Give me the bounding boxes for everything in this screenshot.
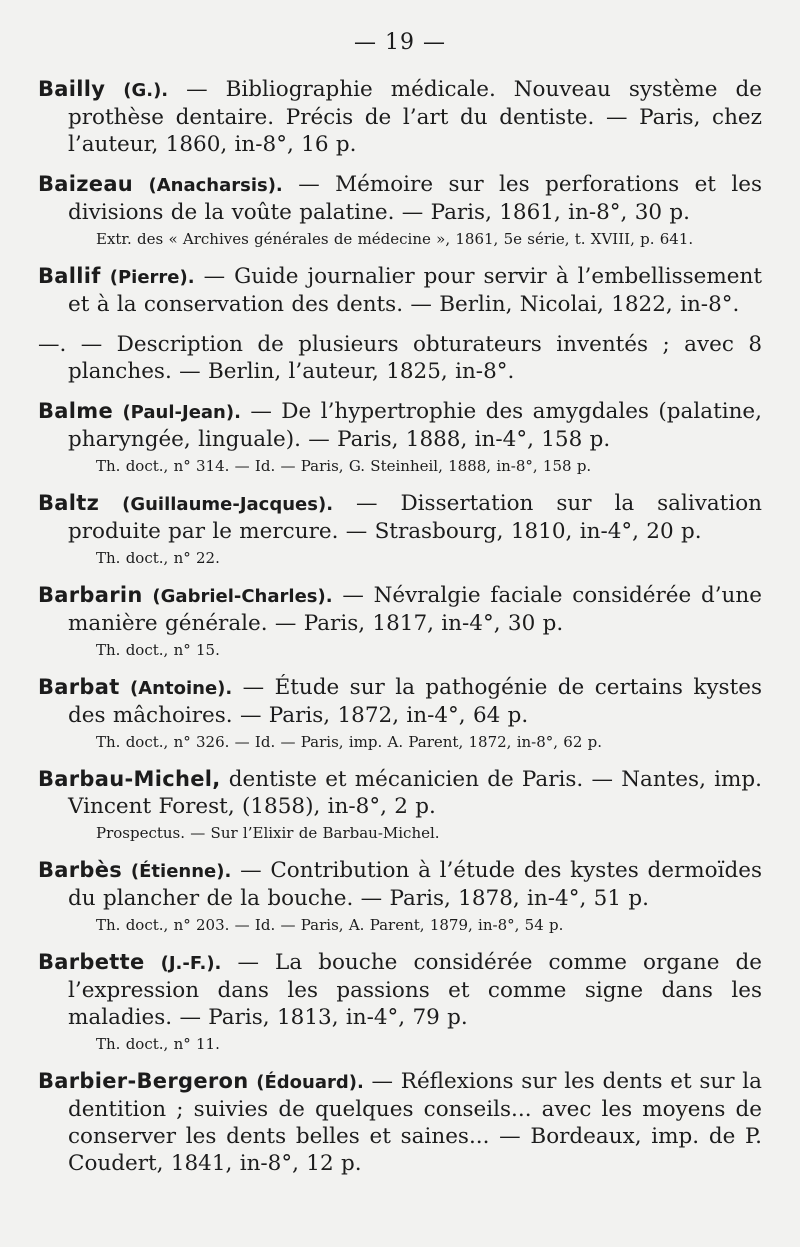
- bibliography-entry: [38, 582, 762, 661]
- bibliography-entry: [38, 171, 762, 250]
- entry-main-text: [38, 331, 762, 385]
- entry-description: — Mémoire sur les perforations et les divisions de la voûte palatine. — Paris, 1861, in-8°, 30 p.: [68, 172, 762, 225]
- entry-note: Th. doct., n° 22.: [96, 549, 220, 567]
- entry-description: — La bouche considérée comme organe de l’expression dans les passions et comme signe dans les maladies. — Paris, 1813, in-4°, 79 p.: [68, 950, 762, 1030]
- author-name: Ballif: [38, 264, 101, 288]
- entry-note: Th. doct., n° 326. — Id. — Paris, imp. A. Parent, 1872, in-8°, 62 p.: [96, 733, 603, 751]
- entry-description: — Névralgie faciale considérée d’une manière générale. — Paris, 1817, in-4°, 30 p.: [68, 583, 762, 636]
- entry-main-text: [38, 171, 762, 226]
- author-given-name: (Édouard).: [256, 1072, 364, 1093]
- entry-note: Th. doct., n° 314. — Id. — Paris, G. Steinheil, 1888, in-8°, 158 p.: [96, 457, 592, 475]
- author-given-name: (Pierre).: [109, 267, 195, 288]
- entry-note: Th. doct., n° 11.: [96, 1035, 220, 1053]
- entry-main-text: [38, 674, 762, 729]
- bibliography-entry: [38, 1068, 762, 1177]
- author-name: Barbarin: [38, 583, 143, 607]
- entry-main-text: [38, 766, 762, 820]
- entry-description: — Bibliographie médicale. Nouveau système de prothèse dentaire. Précis de l’art du dentiste. — Paris, chez l’auteur, 1860, in-8°, 16 p.: [68, 77, 762, 157]
- entry-description: — De l’hypertrophie des amygdales (palatine, pharyngée, linguale). — Paris, 1888, in-4°, 158 p.: [68, 399, 762, 452]
- bibliography-entry: [38, 949, 762, 1055]
- entry-note: Prospectus. — Sur l’Elixir de Barbau-Michel.: [96, 824, 440, 842]
- page-number: — 19 —: [354, 30, 446, 55]
- entry-main-text: [38, 76, 762, 158]
- entry-note: Extr. des « Archives générales de médecine », 1861, 5e série, t. XVIII, p. 641.: [96, 230, 694, 248]
- author-name: Bailly: [38, 77, 106, 101]
- entry-main-text: [38, 263, 762, 318]
- author-name: Barbau-Michel,: [38, 767, 221, 791]
- author-given-name: (G.).: [123, 80, 169, 101]
- entry-description: — Guide journalier pour servir à l’embellissement et à la conservation des dents. — Berlin, Nicolai, 1822, in-8°.: [68, 264, 762, 317]
- bibliography-entry: [38, 76, 762, 158]
- entry-main-text: [38, 1068, 762, 1177]
- entry-description: — Dissertation sur la salivation produite par le mercure. — Strasbourg, 1810, in-4°, 20 p.: [68, 491, 762, 544]
- author-name: Barbès: [38, 858, 123, 882]
- author-given-name: (Étienne).: [130, 861, 232, 882]
- bibliography-entry: [38, 490, 762, 569]
- author-name: Barbette: [38, 950, 145, 974]
- author-name: Barbat: [38, 675, 120, 699]
- entry-description: dentiste et mécanicien de Paris. — Nantes, imp. Vincent Forest, (1858), in-8°, 2 p.: [68, 767, 762, 819]
- bibliography-entry: [38, 331, 762, 385]
- bibliography-entry: [38, 766, 762, 844]
- entry-description: — Réflexions sur les dents et sur la dentition ; suivies de quelques conseils... avec les moyens de conserver les dents belles et saines... — Bordeaux, imp. de P. Coudert, 1841, in-8°, 12 p.: [68, 1069, 762, 1176]
- author-name: Baltz: [38, 491, 100, 515]
- author-name: Barbier-Bergeron: [38, 1069, 249, 1093]
- entry-main-text: [38, 398, 762, 453]
- author-name: Balme: [38, 399, 113, 423]
- author-name: Baizeau: [38, 172, 134, 196]
- bibliography-entry: [38, 674, 762, 753]
- author-given-name: (Antoine).: [130, 678, 233, 699]
- author-given-name: (Gabriel-Charles).: [152, 586, 333, 607]
- entry-note: Th. doct., n° 15.: [96, 641, 220, 659]
- entry-description: — Contribution à l’étude des kystes dermoïdes du plancher de la bouche. — Paris, 1878, in-4°, 51 p.: [68, 858, 762, 911]
- author-given-name: (Paul-Jean).: [122, 402, 241, 423]
- author-given-name: (Guillaume-Jacques).: [122, 494, 334, 515]
- author-given-name: (J.-F.).: [160, 953, 222, 974]
- entry-main-text: [38, 582, 762, 637]
- entry-main-text: [38, 857, 762, 912]
- entry-main-text: [38, 490, 762, 545]
- bibliography-entry: [38, 263, 762, 318]
- entry-list: [38, 76, 762, 1190]
- entry-main-text: [38, 949, 762, 1031]
- bibliography-entry: [38, 398, 762, 477]
- author-given-name: (Anacharsis).: [148, 175, 283, 196]
- bibliography-entry: [38, 857, 762, 936]
- entry-note: Th. doct., n° 203. — Id. — Paris, A. Parent, 1879, in-8°, 54 p.: [96, 916, 564, 934]
- entry-description: — Étude sur la pathogénie de certains kystes des mâchoires. — Paris, 1872, in-4°, 64 p.: [68, 675, 762, 728]
- entry-description: —. — Description de plusieurs obturateurs inventés ; avec 8 planches. — Berlin, l’auteur, 1825, in-8°.: [38, 332, 762, 384]
